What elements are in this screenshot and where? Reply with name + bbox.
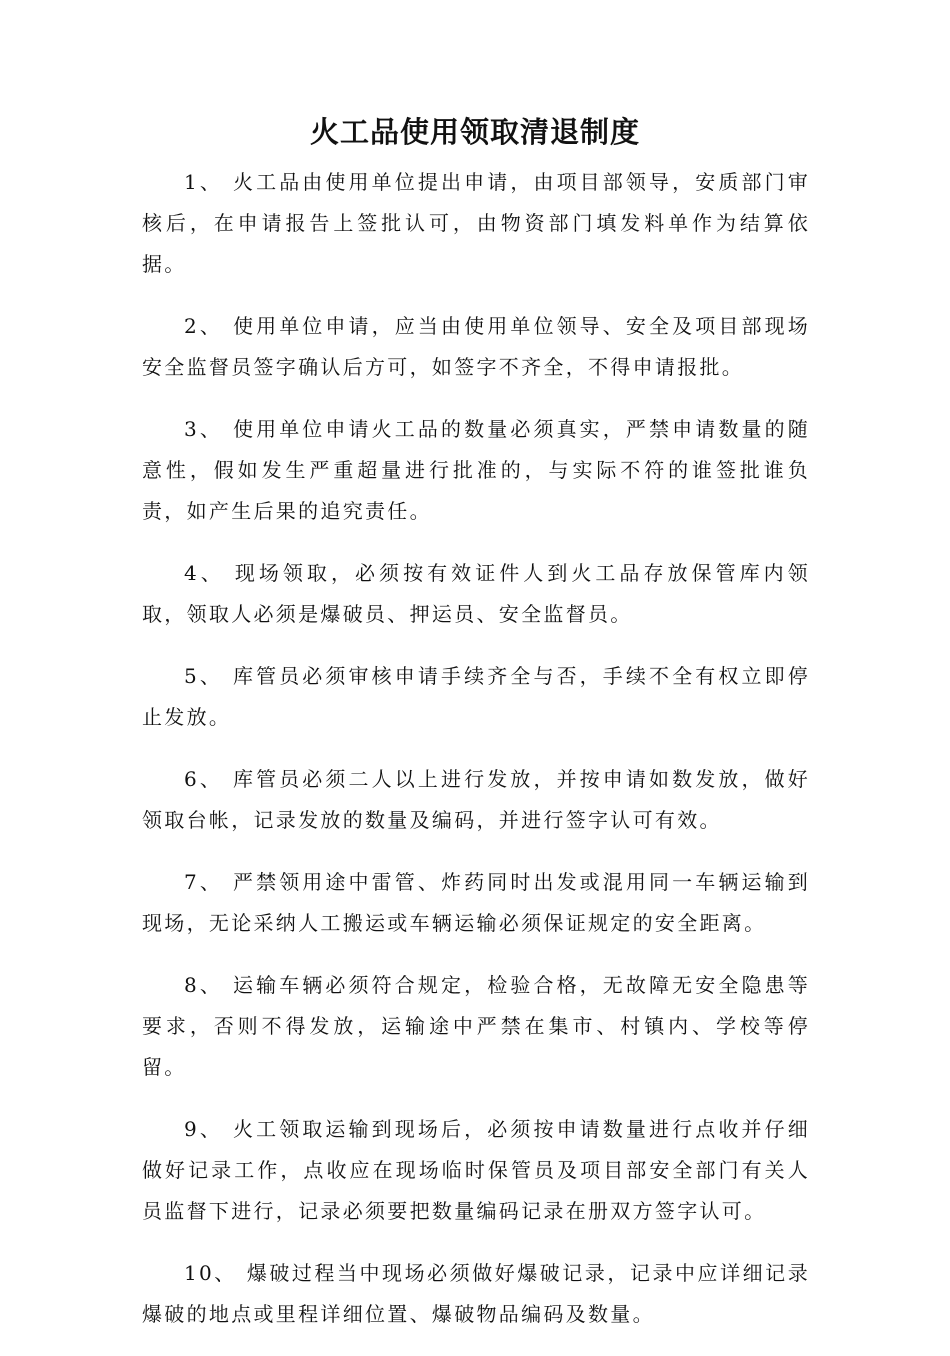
rule-text: 火工领取运输到现场后，必须按申请数量进行点收并仔细做好记录工作，点收应在现场临时保管员及项目部安全部门有关人员监督下进行，记录必须要把数量编码记录在册双方签字认可。: [142, 1117, 811, 1223]
rule-text: 使用单位申请火工品的数量必须真实，严禁申请数量的随意性，假如发生严重超量进行批准的，与实际不符的谁签批谁负责，如产生后果的追究责任。: [142, 417, 811, 523]
document-title: 火工品使用领取清退制度: [309, 115, 640, 149]
rule-text: 爆破过程当中现场必须做好爆破记录，记录中应详细记录爆破的地点或里程详细位置、爆破物品编码及数量。: [142, 1261, 810, 1326]
rule-number: 5、: [184, 664, 223, 688]
rule-item-5: [142, 656, 810, 738]
rule-item-8: [142, 965, 810, 1088]
rule-text: 严禁领用途中雷管、炸药同时出发或混用同一车辆运输到现场，无论采纳人工搬运或车辆运输必须保证规定的安全距离。: [142, 870, 811, 935]
rule-number: 8、: [184, 973, 223, 997]
rule-number: 10、: [184, 1261, 237, 1285]
rule-number: 7、: [184, 870, 223, 894]
rule-item-7: [142, 862, 810, 944]
rule-item-6: [142, 759, 810, 841]
rule-number: 6、: [184, 767, 223, 791]
rule-number: 1、: [184, 170, 223, 194]
rule-number: 3、: [184, 417, 223, 441]
rule-number: 2、: [184, 314, 223, 338]
rule-text: 使用单位申请，应当由使用单位领导、安全及项目部现场安全监督员签字确认后方可，如签字不齐全，不得申请报批。: [142, 314, 811, 379]
rule-item-1: [142, 162, 810, 285]
rule-item-2: [142, 306, 810, 388]
rule-item-9: [142, 1109, 810, 1232]
rule-text: 库管员必须二人以上进行发放，并按申请如数发放，做好领取台帐，记录发放的数量及编码，并进行签字认可有效。: [142, 767, 811, 832]
rule-text: 现场领取，必须按有效证件人到火工品存放保管库内领取，领取人必须是爆破员、押运员、安全监督员。: [142, 561, 811, 626]
rule-number: 9、: [184, 1117, 223, 1141]
rule-item-3: [142, 409, 810, 532]
rule-text: 库管员必须审核申请手续齐全与否，手续不全有权立即停止发放。: [142, 664, 811, 729]
rule-number: 4、: [184, 561, 225, 585]
document-body: [142, 162, 810, 1356]
rule-item-4: [142, 553, 810, 635]
rule-text: 火工品由使用单位提出申请，由项目部领导，安质部门审核后，在申请报告上签批认可，由物资部门填发料单作为结算依据。: [142, 170, 811, 276]
rule-text: 运输车辆必须符合规定，检验合格，无故障无安全隐患等要求，否则不得发放，运输途中严禁在集市、村镇内、学校等停留。: [142, 973, 811, 1079]
rule-item-10: [142, 1253, 810, 1335]
